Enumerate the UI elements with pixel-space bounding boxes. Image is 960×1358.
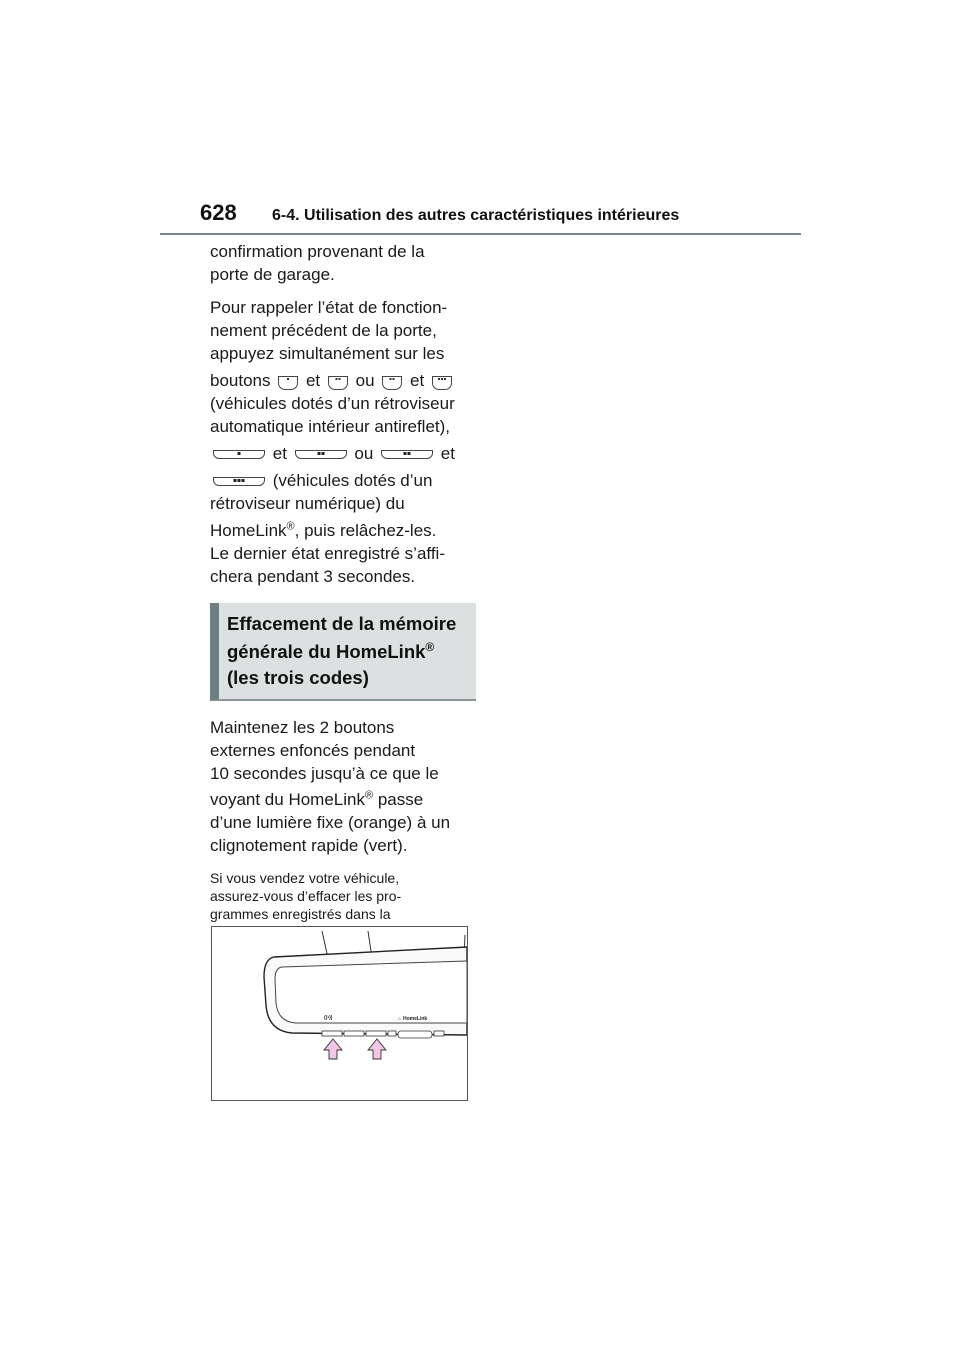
text-line: (véhicules dotés d’un rétroviseur: [210, 394, 455, 413]
text-fragment: HomeLink: [210, 521, 287, 540]
page-number: 628: [200, 200, 237, 225]
text-line: externes enfoncés pendant: [210, 741, 416, 760]
note-line: grammes enregistrés dans la: [210, 906, 391, 922]
digital-mirror-button-3-icon: [213, 477, 265, 486]
subheading-line: [227, 639, 470, 665]
text-fragment: boutons: [210, 371, 271, 390]
subheading-line: Effacement de la mémoire: [227, 613, 457, 634]
text-fragment: passe: [373, 790, 424, 809]
text-line: rétroviseur numérique) du: [210, 494, 405, 513]
text-fragment: et: [440, 444, 455, 463]
main-column: [210, 240, 472, 944]
mirror-button-wide: [398, 1031, 432, 1038]
registered-mark: ®: [364, 789, 374, 802]
mirror-drawing: [212, 927, 467, 1100]
header-divider: [160, 233, 801, 235]
homelink-button-3: [366, 1031, 386, 1036]
mirror-illustration: [211, 926, 468, 1101]
text-fragment: et: [272, 444, 287, 463]
section-title: 6-4. Utilisation des autres caractéristiques intérieures: [272, 207, 680, 224]
text-fragment: et: [410, 371, 425, 390]
paragraph-clear: [210, 716, 472, 857]
text-line: appuyez simultanément sur les: [210, 344, 445, 363]
buttons-line-wide: [210, 469, 472, 492]
text-fragment: voyant du HomeLink: [210, 790, 365, 809]
text-fragment: et: [305, 371, 321, 390]
homelink-button-1-icon: [278, 376, 298, 390]
mirror-button: [388, 1031, 396, 1036]
text-fragment: ou: [355, 371, 375, 390]
homelink-button-1: [322, 1031, 342, 1036]
mirror-glass: [275, 961, 467, 1023]
buttons-line-small: [210, 369, 472, 392]
homelink-button-2: [344, 1031, 364, 1036]
text-line: automatique intérieur antireflet),: [210, 417, 451, 436]
homelink-button-2-icon: [328, 376, 348, 390]
indicator-icon: ((•)): [324, 1015, 333, 1021]
pointer-arrow-icon: [368, 1039, 386, 1059]
homelink-button-3-icon: [432, 376, 452, 390]
pointer-arrow-icon: [324, 1039, 342, 1059]
note-line: Si vous vendez votre véhicule,: [210, 870, 400, 886]
text-line: clignotement rapide (vert).: [210, 836, 408, 855]
digital-mirror-button-2-icon: [381, 450, 433, 459]
text-line: porte de garage.: [210, 265, 335, 284]
registered-mark: ®: [286, 520, 295, 533]
text-line: 10 secondes jusqu’à ce que le: [210, 764, 439, 783]
text-fragment: , puis relâchez-les.: [294, 521, 437, 540]
text-line: [210, 519, 472, 542]
text-line: d’une lumière fixe (orange) à un: [210, 813, 451, 832]
text-line: Pour rappeler l’état de fonction-: [210, 298, 448, 317]
digital-mirror-button-1-icon: [213, 450, 265, 459]
text-line: Le dernier état enregistré s’affi-: [210, 544, 445, 563]
paragraph-confirmation: [210, 240, 472, 286]
note-line: assurez-vous d’effacer les pro-: [210, 888, 402, 904]
paragraph-recall: [210, 296, 472, 588]
text-line: Maintenez les 2 boutons: [210, 718, 395, 737]
text-line: confirmation provenant de la: [210, 242, 425, 261]
digital-mirror-button-2-icon: [295, 450, 347, 459]
homelink-logo-icon: ⌂: [398, 1016, 402, 1022]
registered-mark: ®: [425, 639, 435, 654]
subheading-box: [210, 603, 476, 701]
text-line: nement précédent de la porte,: [210, 321, 437, 340]
buttons-line-wide: [210, 442, 472, 465]
text-line: chera pendant 3 secondes.: [210, 567, 416, 586]
subheading-line: (les trois codes): [227, 667, 369, 688]
text-fragment: ou: [354, 444, 374, 463]
text-fragment: (véhicules dotés d’un: [272, 471, 433, 490]
mirror-button: [434, 1031, 444, 1036]
homelink-button-2-icon: [382, 376, 402, 390]
text-line: [210, 788, 472, 811]
homelink-logo-text: HomeLink: [403, 1016, 428, 1022]
text-fragment: générale du HomeLink: [227, 641, 426, 662]
